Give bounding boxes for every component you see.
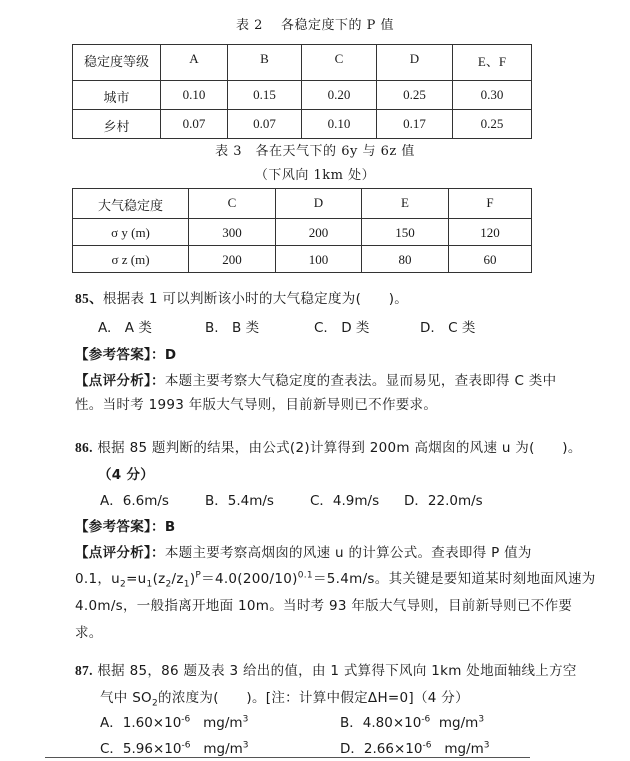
q87-option-b [340, 711, 484, 731]
q87-number: 87. [75, 663, 93, 678]
table2-cell: 0.07 [228, 110, 302, 139]
option-value: C．5.96×10 [100, 741, 182, 757]
q86-question [75, 436, 582, 456]
table3-cell: 100 [276, 246, 362, 273]
formula-part: ＝5.4m/s。其关键是要知道某时刻地面风速为 [312, 571, 596, 587]
table-row [73, 219, 532, 246]
formula-part: /z [171, 571, 184, 587]
table2-header-row [73, 45, 532, 81]
q86-answer-label: 【参考答案】： [75, 519, 165, 535]
table3-header-cell: D [276, 189, 362, 219]
q87-option-d [340, 737, 489, 757]
table3-header-cell: 大气稳定度 [73, 189, 189, 219]
table2 [72, 44, 532, 139]
table3-cell: 60 [449, 246, 532, 273]
q86-analysis-formula-line [75, 567, 596, 590]
q85-option-d: D. C 类 [420, 320, 476, 336]
q85-option-c: C. D 类 [314, 320, 370, 336]
q86-analysis-text: 本题主要考察高烟囱的风速 u 的计算公式。查表即得 P 值为 [164, 545, 532, 561]
q86-answer-value: B [164, 519, 176, 535]
q87-text: 根据 85，86 题及表 3 给出的值，由 1 式算得下风向 1km 处地面轴线上方空 [97, 663, 577, 679]
formula-part: 0.1，u [75, 571, 121, 587]
table2-cell: 0.15 [228, 81, 302, 110]
formula-part: ) [189, 571, 196, 587]
option-unit: mg/m [444, 741, 484, 757]
q87-text-part: 气中 SO [100, 690, 152, 706]
option-value: B．4.80×10 [340, 715, 422, 731]
q85-text: 根据表 1 可以判断该小时的大气稳定度为( )。 [102, 291, 409, 307]
table3-header-cell: E [362, 189, 449, 219]
bottom-divider [45, 757, 530, 758]
q85-answer-value: D [164, 347, 177, 363]
q87-question-line1 [75, 659, 577, 679]
q86-number: 86. [75, 440, 93, 455]
formula-sub: 1 [146, 579, 153, 590]
table-row [73, 246, 532, 273]
q85-option-b: B. B 类 [205, 320, 260, 336]
table2-cell: 0.07 [161, 110, 228, 139]
table2-cell: 0.25 [377, 81, 453, 110]
table3-cell: 120 [449, 219, 532, 246]
table-row [73, 110, 532, 139]
table3-caption: 表 3 各在天气下的 6y 与 6z 值 [215, 144, 415, 159]
option-exp: -6 [421, 714, 431, 725]
q85-option-a: A. A 类 [98, 320, 152, 336]
option-exp: -6 [422, 740, 432, 751]
option-exp: -6 [181, 714, 191, 725]
table3-header-cell: C [189, 189, 276, 219]
q86-analysis-line1 [75, 541, 532, 561]
q86-option-b: B．5.4m/s [205, 493, 274, 509]
formula-sub: 2 [165, 579, 172, 590]
q87-text-sub: 2 [152, 698, 159, 709]
formula-part: (z [152, 571, 166, 587]
q85-question [75, 287, 408, 307]
q87-text-part: 的浓度为( )。[注：计算中假定ΔH=0]（4 分） [158, 690, 469, 706]
option-unit: mg/m [438, 715, 479, 731]
q86-text: 根据 85 题判断的结果，由公式(2)计算得到 200m 高烟囱的风速 u 为( )。 [97, 440, 582, 456]
table3-cell: 150 [362, 219, 449, 246]
table2-cell: 0.10 [302, 110, 377, 139]
option-unit-exp: 3 [483, 740, 490, 751]
formula-part: =u [126, 571, 147, 587]
q85-analysis-line1 [75, 369, 556, 389]
table2-cell: 城市 [73, 81, 161, 110]
table3-header-row [73, 189, 532, 219]
option-unit-exp: 3 [242, 714, 249, 725]
q85-analysis-line2: 性。当时考 1993 年版大气导则，目前新导则已不作要求。 [75, 397, 438, 413]
table2-header-cell: C [302, 45, 377, 81]
q86-analysis-line4: 求。 [75, 625, 103, 641]
table3 [72, 188, 532, 273]
table3-cell: σ z (m) [73, 246, 189, 273]
formula-sup: P [195, 570, 202, 581]
formula-sub: 2 [120, 579, 127, 590]
table2-caption: 表 2 各稳定度下的 P 值 [235, 18, 395, 33]
formula-part: ＝4.0(200/10) [201, 571, 298, 587]
q87-option-c [100, 737, 249, 757]
table3-cell: 200 [276, 219, 362, 246]
table2-header-cell: A [161, 45, 228, 81]
table2-cell: 0.25 [453, 110, 532, 139]
q86-option-d: D．22.0m/s [404, 493, 483, 509]
q86-score: （4 分） [98, 467, 155, 483]
q86-analysis-line3: 4.0m/s，一般指离开地面 10m。当时考 93 年版大气导则，目前新导则已不作要 [75, 598, 573, 614]
option-unit: mg/m [203, 741, 243, 757]
q85-analysis-text: 本题主要考察大气稳定度的查表法。显而易见，查表即得 C 类中 [164, 373, 557, 389]
formula-sub: 1 [183, 579, 190, 590]
formula-sup: 0.1 [297, 570, 313, 581]
q86-analysis-label: 【点评分析】： [75, 545, 165, 561]
table3-cell: 80 [362, 246, 449, 273]
table2-header-cell: D [377, 45, 453, 81]
table-row [73, 81, 532, 110]
q85-analysis-label: 【点评分析】： [75, 373, 165, 389]
table2-cell: 乡村 [73, 110, 161, 139]
option-unit: mg/m [203, 715, 243, 731]
table2-cell: 0.30 [453, 81, 532, 110]
table2-header-cell: 稳定度等级 [73, 45, 161, 81]
table3-cell: 200 [189, 246, 276, 273]
table2-cell: 0.17 [377, 110, 453, 139]
q86-answer [75, 515, 175, 535]
table3-subcaption: （下风向 1km 处） [254, 168, 376, 183]
table2-cell: 0.20 [302, 81, 377, 110]
table2-header-cell: E、F [453, 45, 532, 81]
q86-option-a: A．6.6m/s [100, 493, 169, 509]
table3-cell: σ y (m) [73, 219, 189, 246]
q85-answer [75, 343, 176, 363]
table3-header-cell: F [449, 189, 532, 219]
option-unit-exp: 3 [242, 740, 249, 751]
option-exp: -6 [181, 740, 191, 751]
option-value: A．1.60×10 [100, 715, 182, 731]
q85-number: 85、 [75, 291, 103, 306]
table2-header-cell: B [228, 45, 302, 81]
table2-cell: 0.10 [161, 81, 228, 110]
q87-option-a [100, 711, 248, 731]
q85-answer-label: 【参考答案】： [75, 347, 165, 363]
option-unit-exp: 3 [478, 714, 485, 725]
q86-option-c: C．4.9m/s [310, 493, 380, 509]
q87-question-line2 [100, 686, 469, 709]
option-value: D．2.66×10 [340, 741, 423, 757]
table3-cell: 300 [189, 219, 276, 246]
